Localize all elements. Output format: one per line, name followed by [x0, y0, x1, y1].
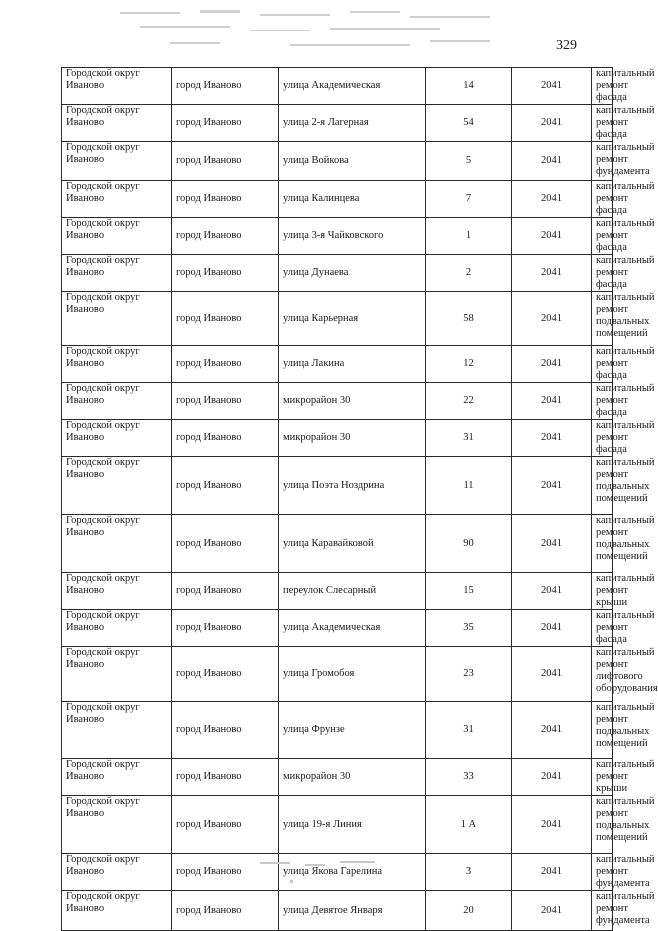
district-cell — [62, 292, 172, 346]
work-type-line: капитальный — [596, 457, 655, 468]
district-cell — [62, 255, 172, 292]
street-cell: улица Академическая — [279, 610, 426, 647]
work-type-line: ремонт фасада — [596, 80, 629, 103]
work-type-cell — [592, 105, 655, 142]
street-cell: переулок Слесарный — [279, 573, 426, 610]
house-number-cell: 20 — [426, 891, 512, 931]
work-type-cell — [592, 891, 655, 931]
district-line: Городской округ — [66, 796, 140, 807]
district-line: Иваново — [66, 659, 105, 670]
district-cell — [62, 573, 172, 610]
work-type-line: ремонт — [596, 154, 629, 165]
house-number-cell: 11 — [426, 457, 512, 515]
work-type-cell — [592, 854, 655, 891]
work-type-cell — [592, 142, 655, 181]
work-type-cell — [592, 383, 655, 420]
district-line: Иваново — [66, 469, 105, 480]
table-body — [62, 68, 658, 931]
work-type-line: капитальный — [596, 142, 655, 153]
year-cell: 2041 — [512, 515, 592, 573]
district-cell — [62, 610, 172, 647]
street-cell: улица Карьерная — [279, 292, 426, 346]
house-number-cell: 33 — [426, 759, 512, 796]
street-cell: улица Девятое Января — [279, 891, 426, 931]
work-type-line: капитальный — [596, 181, 655, 192]
table-row — [62, 218, 613, 255]
district-line: Иваново — [66, 771, 105, 782]
city-cell: город Иваново — [172, 346, 279, 383]
scan-artifact-footer — [250, 858, 400, 888]
street-cell: улица 3-я Чайковского — [279, 218, 426, 255]
work-type-line: капитальный — [596, 702, 655, 713]
district-line: Иваново — [66, 193, 105, 204]
table-row — [62, 255, 613, 292]
city-cell: город Иваново — [172, 181, 279, 218]
work-type-line: фундамента — [596, 166, 650, 177]
district-line: Иваново — [66, 808, 105, 819]
district-cell — [62, 702, 172, 759]
district-line: Иваново — [66, 395, 105, 406]
district-cell — [62, 68, 172, 105]
work-type-line: помещений — [596, 328, 648, 339]
year-cell: 2041 — [512, 854, 592, 891]
house-number-cell: 14 — [426, 68, 512, 105]
district-cell — [62, 181, 172, 218]
table-row — [62, 647, 613, 702]
table-row — [62, 383, 613, 420]
work-type-line: ремонт крыши — [596, 771, 629, 794]
work-type-line: ремонт фасада — [596, 622, 629, 645]
work-type-line: ремонт — [596, 866, 629, 877]
street-cell: улица Войкова — [279, 142, 426, 181]
year-cell: 2041 — [512, 218, 592, 255]
year-cell: 2041 — [512, 255, 592, 292]
street-cell: улица Калинцева — [279, 181, 426, 218]
work-type-line: капитальный — [596, 647, 655, 658]
year-cell: 2041 — [512, 68, 592, 105]
table-row — [62, 702, 613, 759]
district-line: Иваново — [66, 80, 105, 91]
work-type-line: ремонт фасада — [596, 230, 629, 253]
table-row — [62, 420, 613, 457]
table-row — [62, 759, 613, 796]
district-cell — [62, 218, 172, 255]
year-cell: 2041 — [512, 796, 592, 854]
work-type-line: фундамента — [596, 878, 650, 889]
table-row — [62, 346, 613, 383]
work-type-line: ремонт фасада — [596, 193, 629, 216]
district-line: Иваново — [66, 358, 105, 369]
city-cell: город Иваново — [172, 573, 279, 610]
street-cell: улица Поэта Ноздрина — [279, 457, 426, 515]
district-line: Иваново — [66, 585, 105, 596]
work-type-line: подвальных — [596, 726, 650, 737]
work-type-cell — [592, 515, 655, 573]
city-cell: город Иваново — [172, 610, 279, 647]
work-type-line: капитальный — [596, 346, 655, 357]
street-cell: микрорайон 30 — [279, 383, 426, 420]
work-type-line: ремонт — [596, 527, 629, 538]
house-number-cell: 1 — [426, 218, 512, 255]
year-cell: 2041 — [512, 457, 592, 515]
district-line: Городской округ — [66, 68, 140, 79]
city-cell: город Иваново — [172, 759, 279, 796]
work-type-line: помещений — [596, 493, 648, 504]
district-cell — [62, 647, 172, 702]
city-cell: город Иваново — [172, 647, 279, 702]
table-row — [62, 181, 613, 218]
year-cell: 2041 — [512, 142, 592, 181]
city-cell: город Иваново — [172, 105, 279, 142]
work-type-line: ремонт фасада — [596, 267, 629, 290]
district-cell — [62, 796, 172, 854]
work-type-line: ремонт крыши — [596, 585, 629, 608]
house-number-cell: 5 — [426, 142, 512, 181]
table-row — [62, 68, 613, 105]
district-line: Иваново — [66, 622, 105, 633]
work-type-cell — [592, 218, 655, 255]
district-line: Иваново — [66, 230, 105, 241]
work-type-cell — [592, 610, 655, 647]
work-type-line: ремонт фасада — [596, 395, 629, 418]
district-line: Иваново — [66, 866, 105, 877]
year-cell: 2041 — [512, 759, 592, 796]
work-type-line: ремонт — [596, 903, 629, 914]
house-number-cell: 7 — [426, 181, 512, 218]
scan-artifact-header — [110, 6, 530, 56]
house-number-cell: 22 — [426, 383, 512, 420]
work-type-cell — [592, 255, 655, 292]
work-type-line: ремонт — [596, 469, 629, 480]
street-cell: улица Фрунзе — [279, 702, 426, 759]
street-cell: улица 19-я Линия — [279, 796, 426, 854]
city-cell: город Иваново — [172, 891, 279, 931]
work-type-line: лифтового — [596, 671, 643, 682]
table-row — [62, 891, 613, 931]
street-cell: улица Каравайковой — [279, 515, 426, 573]
repair-schedule-table — [61, 67, 658, 931]
year-cell: 2041 — [512, 420, 592, 457]
house-number-cell: 31 — [426, 420, 512, 457]
work-type-line: оборудования — [596, 683, 658, 694]
district-line: Городской округ — [66, 255, 140, 266]
district-line: Городской округ — [66, 142, 140, 153]
district-line: Иваново — [66, 154, 105, 165]
work-type-line: помещений — [596, 738, 648, 749]
work-type-line: ремонт фасада — [596, 117, 629, 140]
district-cell — [62, 105, 172, 142]
work-type-line: ремонт фасада — [596, 432, 629, 455]
work-type-cell — [592, 68, 655, 105]
district-line: Городской округ — [66, 218, 140, 229]
street-cell: улица Якова Гарелина — [279, 854, 426, 891]
district-cell — [62, 759, 172, 796]
city-cell: город Иваново — [172, 142, 279, 181]
district-line: Городской округ — [66, 759, 140, 770]
table-row — [62, 610, 613, 647]
year-cell: 2041 — [512, 647, 592, 702]
district-line: Городской округ — [66, 647, 140, 658]
district-line: Городской округ — [66, 181, 140, 192]
city-cell: город Иваново — [172, 292, 279, 346]
work-type-line: подвальных — [596, 481, 650, 492]
work-type-line: капитальный — [596, 796, 655, 807]
work-type-line: капитальный — [596, 759, 655, 770]
house-number-cell: 31 — [426, 702, 512, 759]
city-cell: город Иваново — [172, 383, 279, 420]
district-line: Городской округ — [66, 105, 140, 116]
year-cell: 2041 — [512, 702, 592, 759]
year-cell: 2041 — [512, 610, 592, 647]
district-line: Городской округ — [66, 457, 140, 468]
year-cell: 2041 — [512, 181, 592, 218]
house-number-cell: 35 — [426, 610, 512, 647]
work-type-line: подвальных — [596, 539, 650, 550]
year-cell: 2041 — [512, 573, 592, 610]
work-type-cell — [592, 346, 655, 383]
district-line: Иваново — [66, 117, 105, 128]
work-type-line: капитальный — [596, 218, 655, 229]
district-line: Иваново — [66, 304, 105, 315]
work-type-line: капитальный — [596, 255, 655, 266]
city-cell: город Иваново — [172, 218, 279, 255]
district-line: Городской округ — [66, 854, 140, 865]
work-type-cell — [592, 647, 658, 702]
work-type-line: капитальный — [596, 105, 655, 116]
work-type-line: помещений — [596, 551, 648, 562]
district-line: Иваново — [66, 903, 105, 914]
work-type-cell — [592, 420, 655, 457]
work-type-cell — [592, 292, 655, 346]
work-type-line: ремонт фасада — [596, 358, 629, 381]
house-number-cell: 3 — [426, 854, 512, 891]
city-cell: город Иваново — [172, 702, 279, 759]
work-type-cell — [592, 181, 655, 218]
city-cell: город Иваново — [172, 854, 279, 891]
table-row — [62, 796, 613, 854]
district-line: Иваново — [66, 267, 105, 278]
district-line: Городской округ — [66, 610, 140, 621]
district-cell — [62, 142, 172, 181]
table-row — [62, 142, 613, 181]
year-cell: 2041 — [512, 105, 592, 142]
street-cell: микрорайон 30 — [279, 420, 426, 457]
district-line: Городской округ — [66, 702, 140, 713]
district-cell — [62, 891, 172, 931]
district-line: Городской округ — [66, 573, 140, 584]
district-line: Иваново — [66, 714, 105, 725]
work-type-line: помещений — [596, 832, 648, 843]
table-row — [62, 292, 613, 346]
work-type-cell — [592, 457, 655, 515]
city-cell: город Иваново — [172, 68, 279, 105]
street-cell: улица Лакина — [279, 346, 426, 383]
street-cell: улица Громобоя — [279, 647, 426, 702]
year-cell: 2041 — [512, 891, 592, 931]
street-cell: микрорайон 30 — [279, 759, 426, 796]
house-number-cell: 12 — [426, 346, 512, 383]
city-cell: город Иваново — [172, 255, 279, 292]
city-cell: город Иваново — [172, 515, 279, 573]
house-number-cell: 23 — [426, 647, 512, 702]
page-number: 329 — [556, 38, 577, 53]
work-type-line: ремонт — [596, 659, 629, 670]
table-row — [62, 457, 613, 515]
work-type-line: капитальный — [596, 515, 655, 526]
district-cell — [62, 420, 172, 457]
house-number-cell: 90 — [426, 515, 512, 573]
work-type-cell — [592, 573, 655, 610]
work-type-line: капитальный — [596, 68, 655, 79]
house-number-cell: 15 — [426, 573, 512, 610]
street-cell: улица 2-я Лагерная — [279, 105, 426, 142]
work-type-line: капитальный — [596, 854, 655, 865]
work-type-line: капитальный — [596, 891, 655, 902]
district-line: Городской округ — [66, 346, 140, 357]
district-cell — [62, 383, 172, 420]
district-cell — [62, 515, 172, 573]
house-number-cell: 2 — [426, 255, 512, 292]
district-line: Иваново — [66, 527, 105, 538]
work-type-line: капитальный — [596, 292, 655, 303]
year-cell: 2041 — [512, 346, 592, 383]
table-row — [62, 573, 613, 610]
work-type-cell — [592, 702, 655, 759]
city-cell: город Иваново — [172, 420, 279, 457]
table-row — [62, 105, 613, 142]
district-line: Городской округ — [66, 383, 140, 394]
table-row — [62, 515, 613, 573]
work-type-line: капитальный — [596, 610, 655, 621]
work-type-line: ремонт — [596, 808, 629, 819]
street-cell: улица Дунаева — [279, 255, 426, 292]
work-type-line: ремонт — [596, 714, 629, 725]
work-type-line: ремонт — [596, 304, 629, 315]
district-cell — [62, 457, 172, 515]
work-type-line: капитальный — [596, 383, 655, 394]
district-line: Городской округ — [66, 515, 140, 526]
district-line: Городской округ — [66, 891, 140, 902]
year-cell: 2041 — [512, 383, 592, 420]
district-cell — [62, 854, 172, 891]
district-line: Городской округ — [66, 292, 140, 303]
district-line: Городской округ — [66, 420, 140, 431]
house-number-cell: 54 — [426, 105, 512, 142]
work-type-line: капитальный — [596, 420, 655, 431]
city-cell: город Иваново — [172, 457, 279, 515]
work-type-cell — [592, 796, 655, 854]
house-number-cell: 1 А — [426, 796, 512, 854]
house-number-cell: 58 — [426, 292, 512, 346]
work-type-line: капитальный — [596, 573, 655, 584]
work-type-line: подвальных — [596, 316, 650, 327]
year-cell: 2041 — [512, 292, 592, 346]
district-line: Иваново — [66, 432, 105, 443]
street-cell: улица Академическая — [279, 68, 426, 105]
city-cell: город Иваново — [172, 796, 279, 854]
work-type-line: фундамента — [596, 915, 650, 926]
work-type-cell — [592, 759, 655, 796]
work-type-line: подвальных — [596, 820, 650, 831]
district-cell — [62, 346, 172, 383]
